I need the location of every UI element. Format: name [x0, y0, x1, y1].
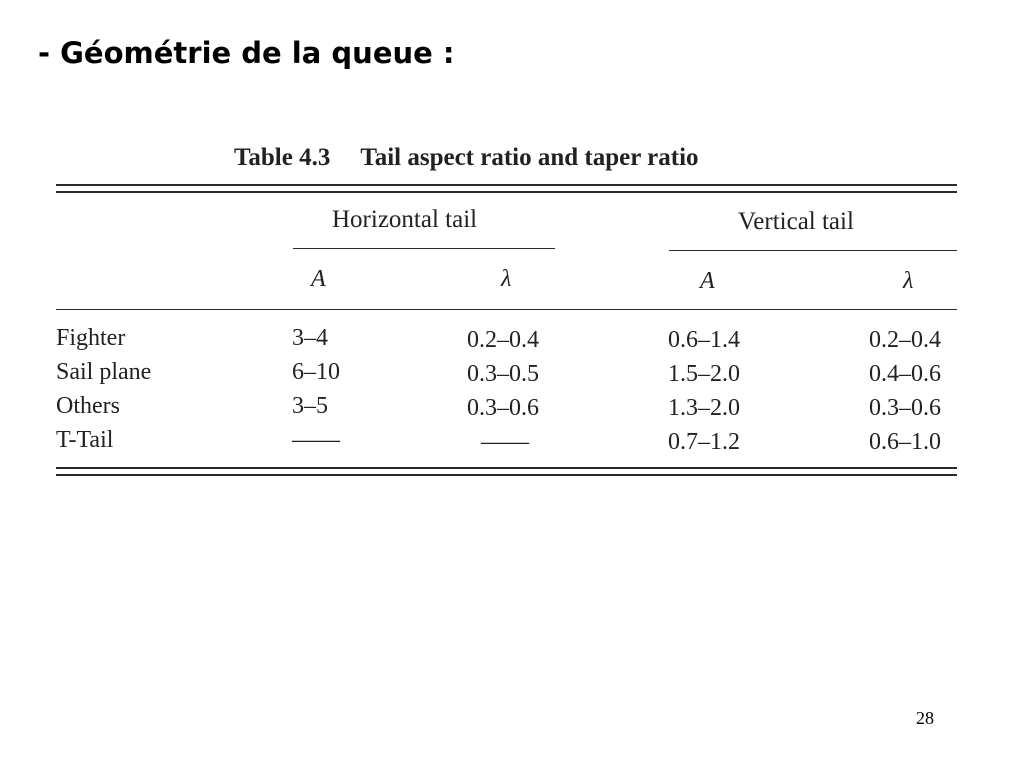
table-cell: 3–5: [292, 393, 328, 419]
header-bottom-rule: [56, 309, 957, 310]
table-cell: 0.3–0.6: [467, 395, 539, 421]
group-header-vertical-tail: Vertical tail: [738, 208, 854, 235]
subheader-vertical-aspect-ratio: A: [700, 268, 715, 294]
table-bottom-rule-2: [56, 474, 957, 476]
table-cell: 0.3–0.5: [467, 361, 539, 387]
table-cell: ——: [481, 429, 529, 455]
group-underline-vertical: [669, 250, 957, 251]
group-underline-horizontal: [293, 248, 555, 249]
table-cell: 0.2–0.4: [869, 327, 941, 353]
row-label: T-Tail: [56, 427, 114, 453]
subheader-horizontal-aspect-ratio: A: [311, 266, 326, 292]
table-top-rule-2: [56, 191, 957, 193]
table-cell: 6–10: [292, 359, 340, 385]
table-caption-title: Tail aspect ratio and taper ratio: [360, 144, 699, 171]
row-label: Sail plane: [56, 359, 152, 385]
table-caption: [234, 144, 699, 172]
table-cell: 0.7–1.2: [668, 429, 740, 455]
table-cell: 1.5–2.0: [668, 361, 740, 387]
table-cell: 0.4–0.6: [869, 361, 941, 387]
row-label: Others: [56, 393, 120, 419]
page-number: 28: [916, 708, 934, 728]
table-bottom-rule: [56, 467, 957, 469]
group-header-horizontal-tail: Horizontal tail: [332, 206, 478, 233]
table-cell: ——: [292, 427, 340, 453]
table-cell: 0.6–1.4: [668, 327, 740, 353]
slide-title: - Géométrie de la queue :: [38, 36, 455, 70]
subheader-horizontal-taper-ratio: λ: [501, 266, 512, 292]
table-cell: 0.2–0.4: [467, 327, 539, 353]
table-cell: 1.3–2.0: [668, 395, 740, 421]
table-cell: 0.6–1.0: [869, 429, 941, 455]
table-cell: 0.3–0.6: [869, 395, 941, 421]
row-label: Fighter: [56, 325, 126, 351]
table-caption-label: Table 4.3: [234, 144, 331, 171]
subheader-vertical-taper-ratio: λ: [903, 268, 914, 294]
table-cell: 3–4: [292, 325, 328, 351]
table-top-rule: [56, 184, 957, 186]
